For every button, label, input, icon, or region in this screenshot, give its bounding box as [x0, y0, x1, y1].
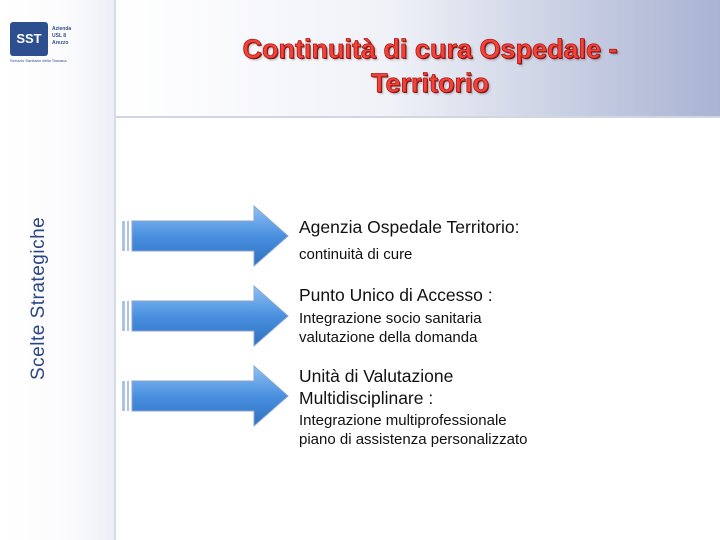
item-detail: valutazione della domanda: [299, 329, 478, 346]
sidebar: [0, 0, 116, 540]
logo-mark: SST: [10, 22, 48, 56]
arrow-right-icon: [122, 365, 290, 427]
arrow-right-icon: [122, 285, 290, 347]
list-item: [299, 216, 709, 264]
item-heading: Punto Unico di Accesso :: [299, 285, 493, 305]
organization-logo: [10, 22, 92, 64]
item-heading: Unità di Valutazione: [299, 366, 454, 386]
item-detail: Integrazione multiprofessionale: [299, 412, 507, 429]
page-title: Continuità di cura Ospedale - Territorio: [242, 34, 618, 98]
item-heading: Multidisciplinare :: [299, 388, 434, 408]
logo-text: Azienda USL 8 Arezzo: [52, 26, 72, 46]
item-heading: Agenzia Ospedale Territorio:: [299, 217, 520, 237]
item-detail: continuità di cure: [299, 246, 413, 263]
item-detail: piano di assistenza personalizzato: [299, 431, 528, 448]
list-item: [299, 365, 709, 449]
logo-subtitle: Servizio Sanitario della Toscana: [10, 58, 67, 63]
arrow-right-icon: [122, 205, 290, 267]
section-vertical-title: Scelte Strategiche: [28, 216, 49, 380]
item-detail: Integrazione socio sanitaria: [299, 310, 482, 327]
list-item: [299, 284, 709, 347]
